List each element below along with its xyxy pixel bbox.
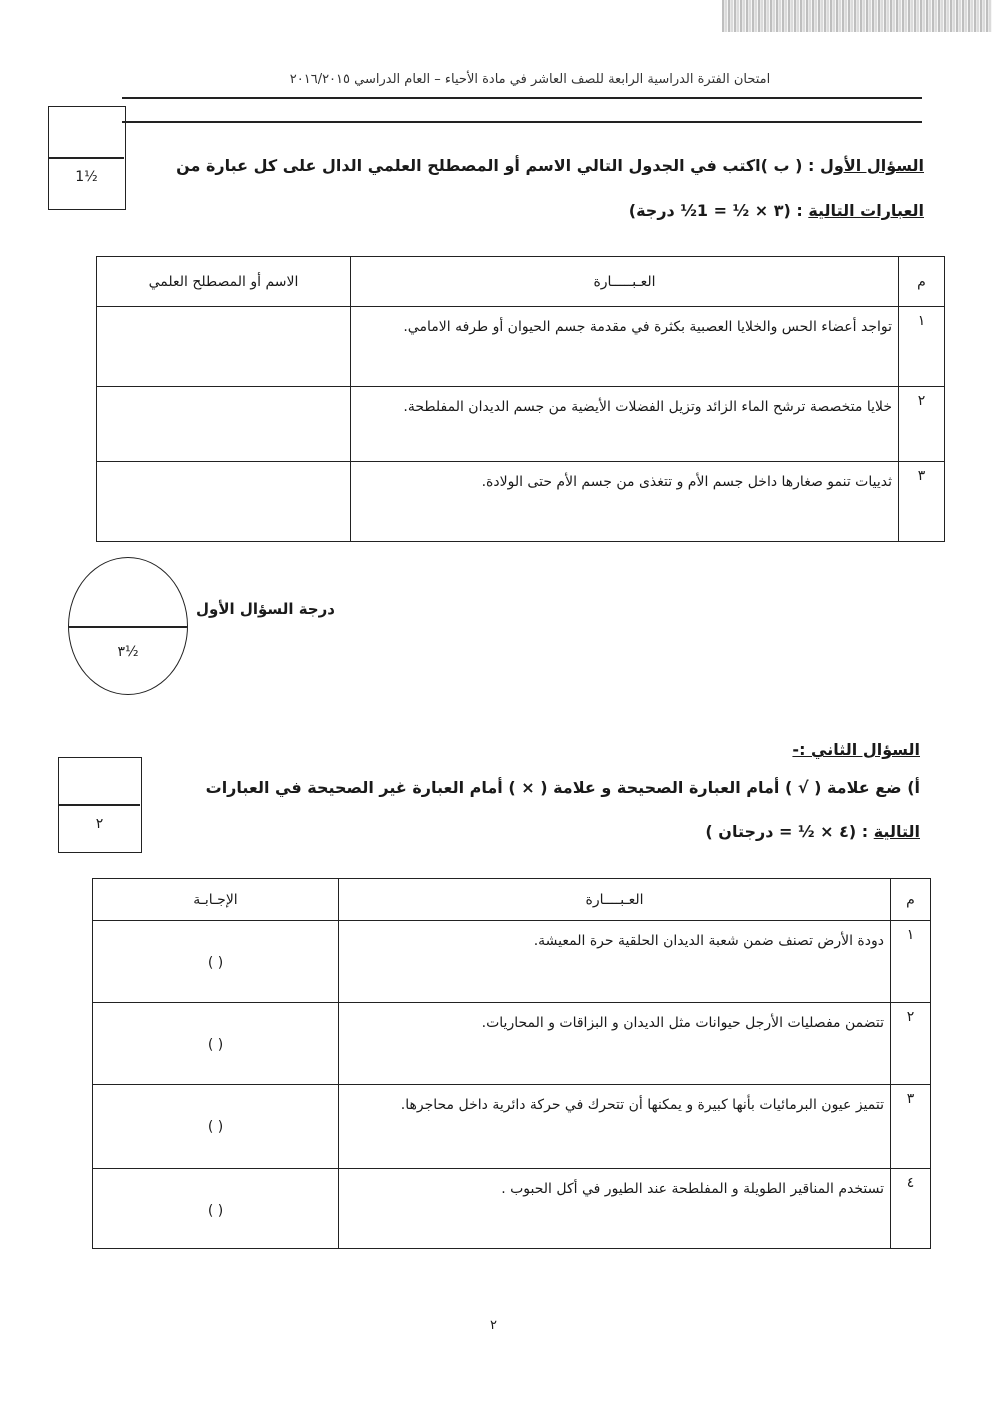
table-row (93, 1085, 931, 1169)
answer-parentheses[interactable]: ( ) (207, 1203, 224, 1219)
answer-cell[interactable] (93, 1169, 339, 1249)
q1-total-label: درجة السؤال الأول (196, 600, 335, 618)
table-row (93, 1169, 931, 1249)
q1-total-value: ٣½ (117, 644, 139, 660)
row-number: ٤ (891, 1169, 931, 1249)
row-statement: خلايا متخصصة ترشح الماء الزائد وتزيل الفضلات الأيضية من جسم الديدان المفلطحة. (351, 387, 899, 462)
q1-col-term: الاسم أو المصطلح العلمي (97, 257, 351, 307)
q1-instruction-line2 (400, 201, 924, 220)
answer-cell[interactable] (97, 462, 351, 542)
table-row (93, 921, 931, 1003)
scan-artifact (722, 0, 992, 32)
q2-instruction-text: أ) ضع علامة ( √ ) أمام العبارة الصحيحة و علامة ( × ) أمام العبارة غير الصحيحة في العبارات (205, 778, 920, 797)
answer-cell[interactable] (97, 387, 351, 462)
row-number: ٣ (891, 1085, 931, 1169)
row-statement: ثدييات تنمو صغارها داخل جسم الأم و تتغذى من جسم الأم حتى الولادة. (351, 462, 899, 542)
q2-instruction-line2 (560, 822, 920, 841)
row-number: ١ (891, 921, 931, 1003)
q1-statements-label: العبارات التالية (808, 201, 924, 220)
q2-score-box (58, 757, 142, 853)
answer-cell[interactable] (97, 307, 351, 387)
q2-instruction-line1 (148, 778, 920, 797)
table-row (97, 462, 945, 542)
table-row (97, 387, 945, 462)
q2-table-header (93, 879, 931, 921)
row-number: ٢ (899, 387, 945, 462)
header-rule-2 (122, 121, 922, 123)
answer-cell[interactable] (93, 1003, 339, 1085)
circle-divider (69, 626, 187, 628)
header-rule (122, 97, 922, 99)
q2-title: السؤال الثاني :- (792, 740, 920, 759)
q2-col-number: م (891, 879, 931, 921)
q1-score-value: 1½ (75, 169, 98, 185)
q1-col-number: م (899, 257, 945, 307)
answer-parentheses[interactable]: ( ) (207, 955, 224, 971)
q1-total-circle (68, 557, 188, 695)
q1-instruction-text: : ( ب )اكتب في الجدول التالي الاسم أو المصطلح العلمي الدال على كل عبارة من (176, 156, 815, 175)
q2-marks-text: : (٤ × ½ = درجتان ) (705, 822, 869, 841)
exam-header: امتحان الفترة الدراسية الرابعة للصف العاشر في مادة الأحياء – العام الدراسي ٢٠١٦/٢٠١٥ (289, 72, 771, 87)
answer-cell[interactable] (93, 921, 339, 1003)
q1-score-box (48, 106, 126, 210)
answer-parentheses[interactable]: ( ) (207, 1119, 224, 1135)
q2-score-value: ٢ (95, 816, 104, 832)
q1-title: السؤال الأول (820, 156, 924, 175)
q2-table (92, 878, 931, 1249)
q2-statements-label: التالية (873, 822, 920, 841)
q1-col-statement: العـبـــــارة (351, 257, 899, 307)
q2-col-answer: الإجـابـة (93, 879, 339, 921)
row-statement: دودة الأرض تصنف ضمن شعبة الديدان الحلقية حرة المعيشة. (339, 921, 891, 1003)
row-statement: تتميز عيون البرمائيات بأنها كبيرة و يمكنها أن تتحرك في حركة دائرية داخل محاجرها. (339, 1085, 891, 1169)
row-number: ٣ (899, 462, 945, 542)
row-statement: تتضمن مفصليات الأرجل حيوانات مثل الديدان و البزاقات و المحاريات. (339, 1003, 891, 1085)
table-row (97, 307, 945, 387)
row-number: ٢ (891, 1003, 931, 1085)
q1-table-header (97, 257, 945, 307)
row-statement: تواجد أعضاء الحس والخلايا العصبية بكثرة في مقدمة جسم الحيوان أو طرفه الامامي. (351, 307, 899, 387)
page-number: ٢ (490, 1318, 497, 1333)
q1-marks-text: : (٣ × ½ = 1½ درجة) (628, 201, 803, 220)
row-statement: تستخدم المناقير الطويلة و المفلطحة عند الطيور في أكل الحبوب . (339, 1169, 891, 1249)
table-row (93, 1003, 931, 1085)
answer-cell[interactable] (93, 1085, 339, 1169)
answer-parentheses[interactable]: ( ) (207, 1037, 224, 1053)
q2-col-statement: العـبــــارة (339, 879, 891, 921)
q1-instruction-line1 (140, 156, 924, 175)
q1-table (96, 256, 945, 542)
row-number: ١ (899, 307, 945, 387)
